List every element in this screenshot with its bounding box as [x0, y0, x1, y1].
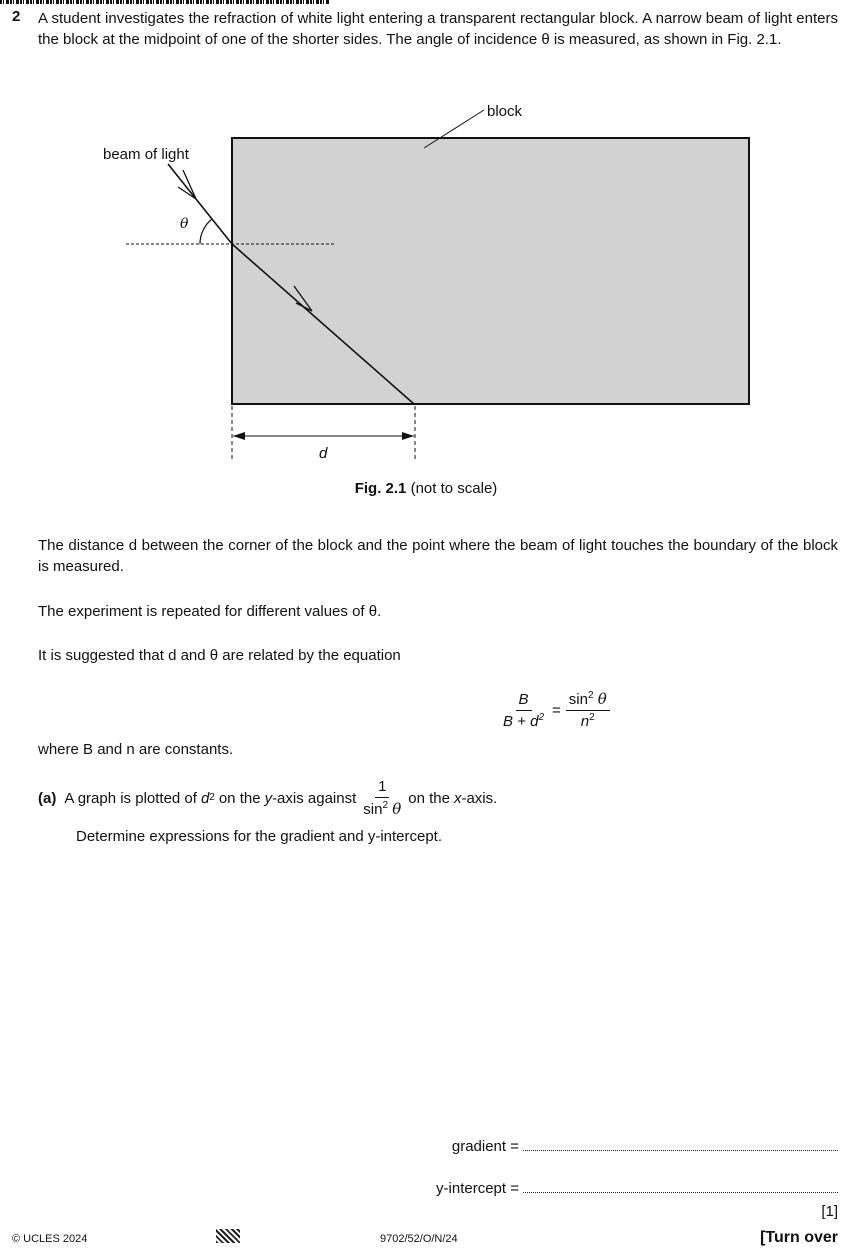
gradient-label: gradient = [451, 1138, 519, 1155]
part-a-suffix: -axis. [461, 789, 498, 807]
lhs-den-text: B + d [503, 712, 539, 730]
incident-beam [168, 164, 232, 244]
d-arrowhead-right [402, 432, 414, 440]
turn-over-label: [Turn over [760, 1229, 838, 1246]
qr-code-icon [216, 1229, 240, 1243]
part-a-fraction [360, 778, 404, 818]
part-a-d: d [200, 789, 210, 807]
part-a-x: x [453, 789, 462, 807]
part-a-y: y [264, 789, 273, 807]
block-rectangle [232, 138, 749, 404]
theta-label: θ [180, 216, 189, 232]
part-a-instruction: Determine expressions for the gradient and y-intercept. [76, 828, 443, 845]
lhs-numerator: B [516, 691, 532, 711]
footer-code: 9702/52/O/N/24 [380, 1233, 458, 1245]
paragraph-equation-intro: It is suggested that d and θ are related by the equation [38, 647, 401, 664]
gradient-answer-line[interactable] [523, 1138, 838, 1151]
d-arrowhead-left [233, 432, 245, 440]
part-a-frac-num: 1 [375, 778, 389, 798]
beam-label: beam of light [103, 146, 189, 163]
footer-copyright: © UCLES 2024 [12, 1233, 88, 1245]
part-a-label: (a) [38, 789, 57, 807]
rhs-den-n: n [580, 713, 590, 730]
rhs-den-exp: 2 [589, 712, 595, 723]
paragraph-distance: The distance d between the corner of the block and the point where the beam of light touches the boundary of the block is measured. [38, 537, 838, 575]
part-a-frac-theta: θ [392, 800, 402, 818]
rhs-num-theta: θ [597, 690, 607, 708]
part-a-frac-sin: sin [363, 801, 383, 818]
intercept-label: y-intercept = [436, 1180, 519, 1197]
relation-equation [500, 690, 610, 730]
lhs-den-exp: 2 [538, 711, 545, 723]
marks-label: [1] [821, 1203, 838, 1220]
figure-2-1 [0, 90, 852, 470]
intercept-answer-line[interactable] [523, 1180, 838, 1193]
rhs-denominator [578, 711, 598, 730]
lhs-denominator [500, 711, 547, 730]
rhs-numerator [566, 690, 610, 711]
block-label: block [487, 103, 523, 120]
angle-arc [200, 219, 212, 244]
question-number: 2 [12, 8, 21, 25]
figure-caption [0, 480, 852, 497]
barcode-strip [0, 0, 330, 4]
part-a-frac-exp: 2 [382, 800, 389, 811]
caption-bold: Fig. 2.1 [354, 480, 407, 497]
paragraph-repeat: The experiment is repeated for different values of θ. [38, 603, 382, 620]
part-a-frac-den [360, 798, 404, 818]
gradient-answer-row [452, 1138, 838, 1155]
intercept-answer-row [436, 1180, 838, 1197]
question-intro: A student investigates the refraction of white light entering a transparent rectangular block. A narrow beam of light enters the block at the midpoint of one of the shorter sides. The angle of incidence θ is measured, as shown in Fig. 2.1. [38, 10, 838, 48]
part-a-line1: (a) A graph is plotted of d 2 on the y -axis against $\frac{1}{\sin^2 \theta}$ on the x -axis. [38, 778, 498, 818]
part-a-pre: A graph is plotted of [64, 789, 197, 807]
equation-rhs-fraction [566, 690, 610, 730]
part-a-mid: -axis against [272, 789, 357, 807]
paragraph-constants: where B and n are constants. [38, 741, 234, 758]
rhs-num-exp: 2 [587, 690, 594, 701]
equation-lhs-fraction [500, 691, 547, 730]
caption-rest: (not to scale) [406, 480, 498, 497]
rhs-num-sin: sin [568, 691, 588, 708]
equals-sign: = [552, 701, 561, 719]
d-label: d [319, 445, 328, 462]
